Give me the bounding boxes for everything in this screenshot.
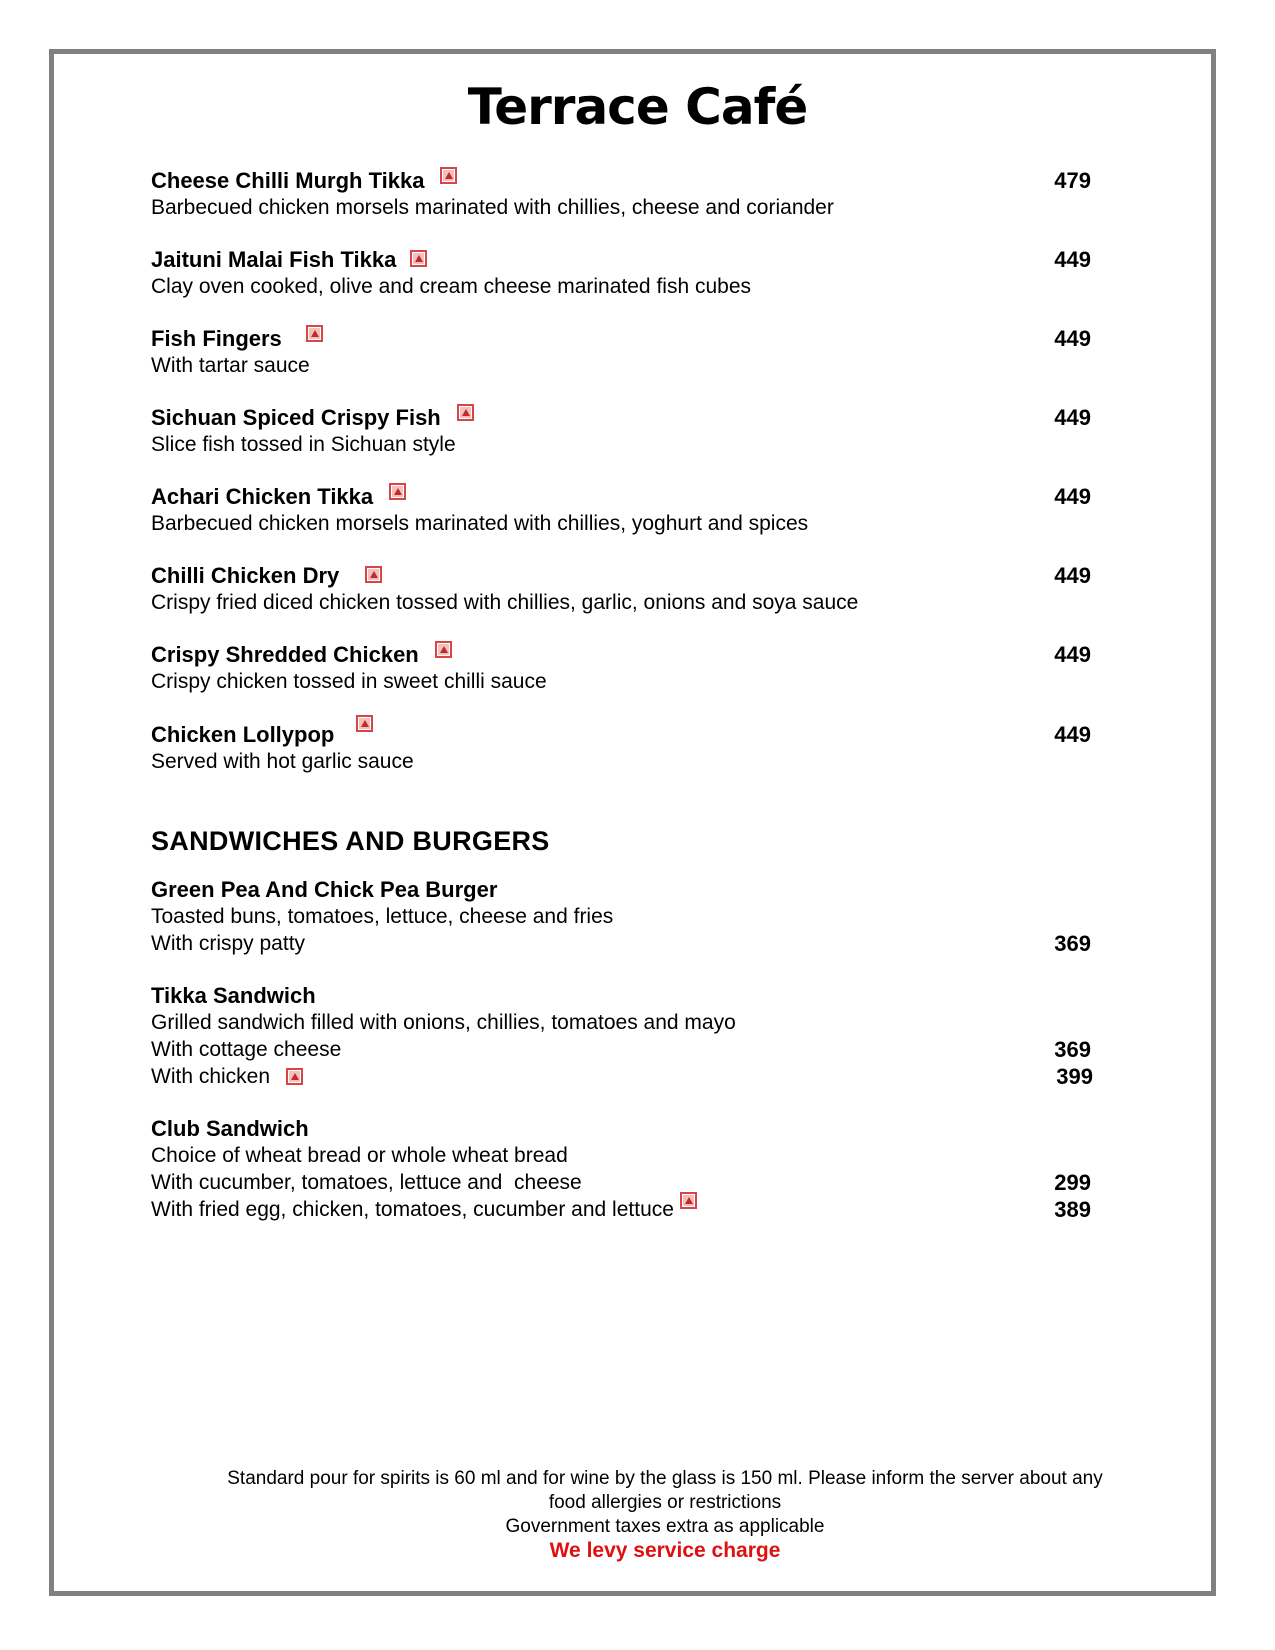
item-description: Crispy chicken tossed in sweet chilli sauce <box>151 670 547 693</box>
menu-item <box>151 483 1091 537</box>
non-veg-icon <box>440 167 457 184</box>
footer-service-charge: We levy service charge <box>549 1539 781 1562</box>
item-name: Tikka Sandwich <box>151 983 316 1008</box>
menu-item <box>151 982 1091 1090</box>
non-veg-icon <box>365 566 382 583</box>
item-description: Barbecued chicken morsels marinated with chillies, cheese and coriander <box>151 196 834 219</box>
item-option: With crispy patty <box>151 932 306 955</box>
item-price: 399 <box>1056 1064 1093 1089</box>
item-description: Served with hot garlic sauce <box>151 750 414 773</box>
item-price: 449 <box>1054 247 1091 272</box>
menu-title: Terrace Café <box>467 78 808 136</box>
non-veg-icon <box>410 250 427 267</box>
item-name: Achari Chicken Tikka <box>151 484 374 509</box>
item-option: With cucumber, tomatoes, lettuce and cheese <box>151 1171 582 1194</box>
menu-item <box>151 562 1091 616</box>
item-description: Toasted buns, tomatoes, lettuce, cheese and fries <box>151 905 614 928</box>
item-price: 369 <box>1054 1037 1091 1062</box>
non-veg-icon <box>286 1068 303 1085</box>
non-veg-icon <box>457 404 474 421</box>
item-option: With chicken <box>151 1065 271 1088</box>
item-name: Crispy Shredded Chicken <box>151 642 419 667</box>
item-price: 449 <box>1054 563 1091 588</box>
menu-item <box>151 167 1091 221</box>
item-name: Club Sandwich <box>151 1116 309 1141</box>
item-price: 369 <box>1054 931 1091 956</box>
item-description: Clay oven cooked, olive and cream cheese marinated fish cubes <box>151 275 751 298</box>
non-veg-icon <box>680 1192 697 1209</box>
item-description: Crispy fried diced chicken tossed with chillies, garlic, onions and soya sauce <box>151 591 859 614</box>
menu-item <box>151 404 1091 458</box>
footer-tax-note: Government taxes extra as applicable <box>505 1516 825 1537</box>
item-price: 449 <box>1054 722 1091 747</box>
non-veg-icon <box>356 715 373 732</box>
item-description: Grilled sandwich filled with onions, chillies, tomatoes and mayo <box>151 1011 736 1034</box>
item-price: 449 <box>1054 642 1091 667</box>
item-price: 449 <box>1054 405 1091 430</box>
footer-notes <box>160 1467 1170 1563</box>
item-option: With fried egg, chicken, tomatoes, cucumber and lettuce <box>151 1198 674 1221</box>
non-veg-icon <box>306 325 323 342</box>
item-name: Fish Fingers <box>151 326 282 351</box>
item-name: Sichuan Spiced Crispy Fish <box>151 405 441 430</box>
item-price: 389 <box>1054 1197 1091 1222</box>
item-price: 449 <box>1054 484 1091 509</box>
item-name: Cheese Chilli Murgh Tikka <box>151 168 425 193</box>
footer-pour-note: Standard pour for spirits is 60 ml and for wine by the glass is 150 ml. Please inform the server about any <box>227 1468 1103 1489</box>
item-price: 449 <box>1054 326 1091 351</box>
item-description: Slice fish tossed in Sichuan style <box>151 433 456 456</box>
item-description: Barbecued chicken morsels marinated with chillies, yoghurt and spices <box>151 512 809 535</box>
non-veg-icon <box>435 641 452 658</box>
menu-item <box>151 641 1091 695</box>
item-name: Green Pea And Chick Pea Burger <box>151 877 498 902</box>
non-veg-icon <box>389 483 406 500</box>
menu-item <box>151 1115 1091 1223</box>
section-heading: SANDWICHES AND BURGERS <box>151 826 550 856</box>
item-description: With tartar sauce <box>151 354 310 377</box>
menu-item <box>151 721 1091 775</box>
footer-allergy-note: food allergies or restrictions <box>548 1492 782 1513</box>
item-price: 479 <box>1054 168 1091 193</box>
menu-item <box>151 246 1091 300</box>
item-price: 299 <box>1054 1170 1091 1195</box>
menu-item <box>151 325 1091 379</box>
item-name: Chicken Lollypop <box>151 722 335 747</box>
item-option: With cottage cheese <box>151 1038 342 1061</box>
item-name: Jaituni Malai Fish Tikka <box>151 247 397 272</box>
item-name: Chilli Chicken Dry <box>151 563 340 588</box>
menu-item <box>151 876 1091 957</box>
item-description: Choice of wheat bread or whole wheat bread <box>151 1144 568 1167</box>
